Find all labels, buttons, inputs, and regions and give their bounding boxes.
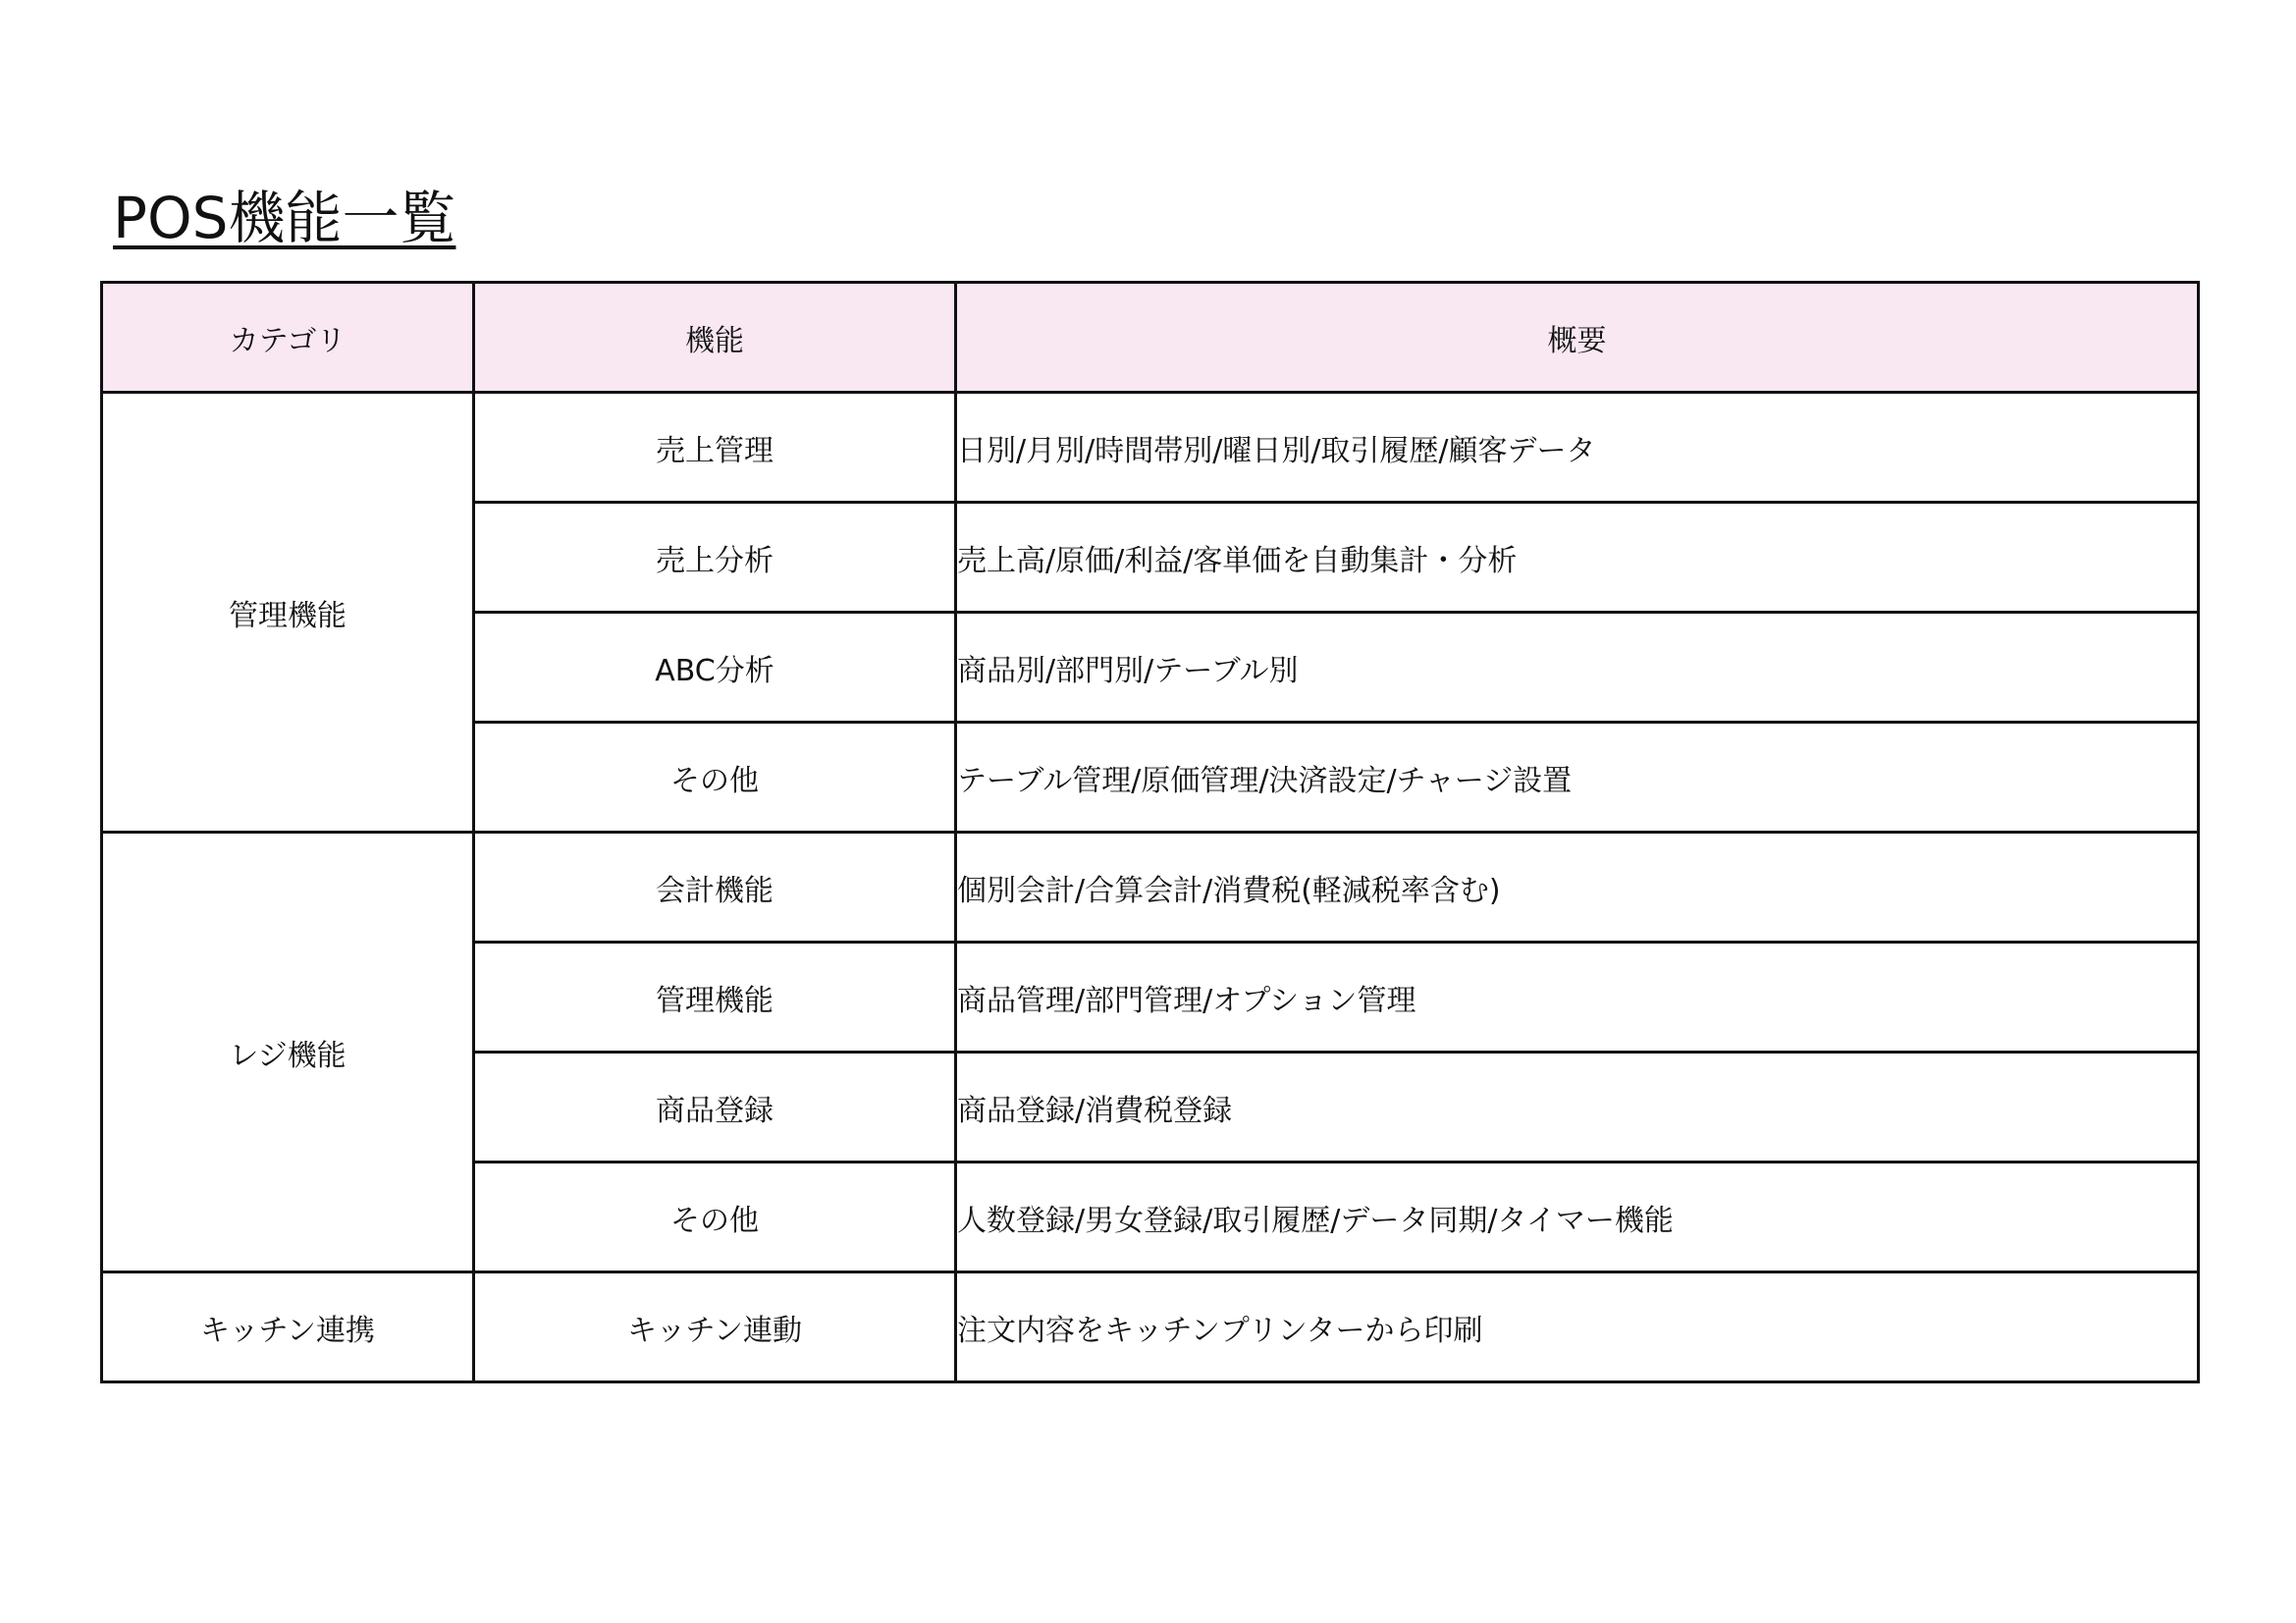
table-row: [102, 1272, 2199, 1382]
table-header-row: [102, 283, 2199, 393]
table-row: [102, 833, 2199, 943]
summary-cell: 売上高/原価/利益/客単価を自動集計・分析: [956, 503, 2199, 613]
function-cell: 売上分析: [474, 503, 956, 613]
function-cell: 商品登録: [474, 1053, 956, 1163]
summary-cell: 商品別/部門別/テーブル別: [956, 613, 2199, 723]
function-cell: その他: [474, 723, 956, 833]
header-summary: 概要: [956, 283, 2199, 393]
summary-cell: 商品管理/部門管理/オプション管理: [956, 943, 2199, 1053]
category-cell-kitchen: キッチン連携: [102, 1272, 474, 1382]
summary-cell: 商品登録/消費税登録: [956, 1053, 2199, 1163]
function-cell: その他: [474, 1163, 956, 1272]
function-cell: ABC分析: [474, 613, 956, 723]
summary-cell: 注文内容をキッチンプリンターから印刷: [956, 1272, 2199, 1382]
category-cell-management: 管理機能: [102, 393, 474, 833]
summary-cell: テーブル管理/原価管理/決済設定/チャージ設置: [956, 723, 2199, 833]
function-cell: 管理機能: [474, 943, 956, 1053]
header-function: 機能: [474, 283, 956, 393]
pos-feature-table: [100, 281, 2200, 1383]
summary-cell: 個別会計/合算会計/消費税(軽減税率含む): [956, 833, 2199, 943]
category-cell-register: レジ機能: [102, 833, 474, 1272]
page-title: POS機能一覧: [113, 185, 456, 251]
function-cell: 会計機能: [474, 833, 956, 943]
table-row: [102, 393, 2199, 503]
summary-cell: 人数登録/男女登録/取引履歴/データ同期/タイマー機能: [956, 1163, 2199, 1272]
header-category: カテゴリ: [102, 283, 474, 393]
function-cell: 売上管理: [474, 393, 956, 503]
summary-cell: 日別/月別/時間帯別/曜日別/取引履歴/顧客データ: [956, 393, 2199, 503]
function-cell: キッチン連動: [474, 1272, 956, 1382]
